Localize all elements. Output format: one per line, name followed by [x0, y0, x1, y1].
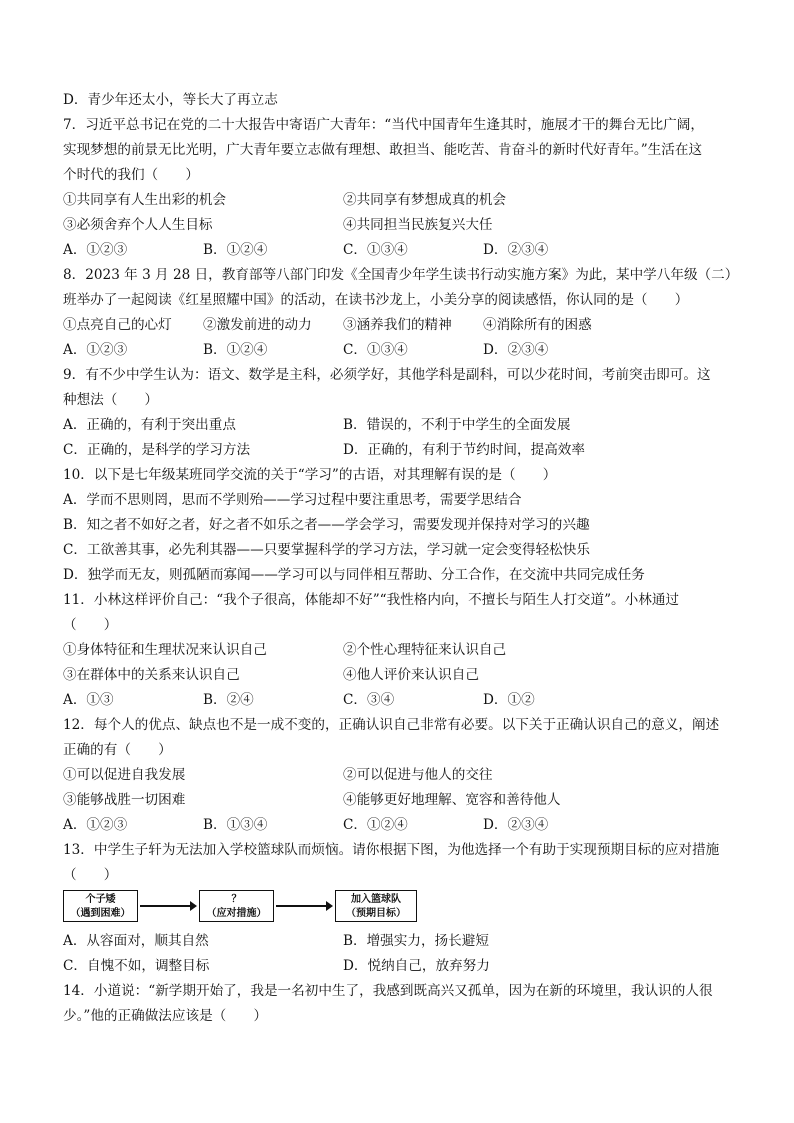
q9-stem-line1: 9．有不少中学生认为：语文、数学是主科，必须学好，其他学科是副科，可以少花时间，考前突击即可。这: [63, 367, 711, 383]
q7-option-d: D．②③④: [483, 242, 549, 258]
q7-statement-1: ①共同享有人生出彩的机会: [63, 192, 227, 208]
q11-stem-line2: （ ）: [63, 617, 118, 633]
q10-option-b: B．知之者不如好之者，好之者不如乐之者——学会学习，需要发现并保持对学习的兴趣: [63, 517, 590, 533]
q9-option-d: D．正确的，有利于节约时间，提高效率: [343, 442, 585, 458]
q8-option-b: B．①②④: [203, 342, 268, 358]
q8-statement-3: ③涵养我们的精神: [343, 317, 452, 333]
q11-option-b: B．②④: [203, 692, 254, 708]
q7-option-a: A．①②③: [63, 242, 128, 258]
q13-stem-line2: （ ）: [63, 867, 118, 883]
q8-stem-line1: 8．2023 年 3 月 28 日，教育部等八部门印发《全国青少年学生读书行动实施方案》为此，某中学八年级（二）: [63, 267, 739, 283]
q12-statement-3: ③能够战胜一切困难: [63, 792, 186, 808]
q8-stem-line2: 班举办了一起阅读《红星照耀中国》的活动，在读书沙龙上，小美分享的阅读感悟，你认同的是（ ）: [63, 292, 689, 308]
flow-box-difficulty: [63, 890, 138, 922]
q10-stem: 10．以下是七年级某班同学交流的关于“学习”的古语，对其理解有误的是（ ）: [63, 467, 557, 483]
q12-option-d: D．②③④: [483, 817, 549, 833]
q11-statement-4: ④他人评价来认识自己: [343, 667, 479, 683]
q12-statement-1: ①可以促进自我发展: [63, 767, 186, 783]
q8-option-a: A．①②③: [63, 342, 128, 358]
q10-option-c: C．工欲善其事，必先利其器——只要掌握科学的学习方法，学习就一定会变得轻松快乐: [63, 542, 590, 558]
q9-stem-line2: 种想法（ ）: [63, 392, 159, 408]
q11-statement-1: ①身体特征和生理状况来认识自己: [63, 642, 267, 658]
q13-stem-line1: 13．中学生子轩为无法加入学校篮球队而烦恼。请你根据下图，为他选择一个有助于实现预期目标的应对措施: [63, 842, 720, 858]
q11-statement-3: ③在群体中的关系来认识自己: [63, 667, 240, 683]
flow-arrow-1: [140, 905, 195, 907]
q8-statement-4: ④消除所有的困惑: [483, 317, 592, 333]
q9-option-a: A．正确的，有利于突出重点: [63, 417, 236, 433]
q13-option-d: D．悦纳自己，放弃努力: [343, 958, 490, 974]
q7-option-c: C．①③④: [343, 242, 408, 258]
q13-option-a: A．从容面对，顺其自然: [63, 933, 209, 949]
q14-stem-line2: 少。”他的正确做法应该是（ ）: [63, 1008, 268, 1024]
q14-stem-line1: 14．小道说：“新学期开始了，我是一名初中生了，我感到既高兴又孤单，因为在新的环境里，我认识的人很: [63, 983, 713, 999]
q12-stem-line1: 12．每个人的优点、缺点也不是一成不变的，正确认识自己非常有必要。以下关于正确认识自己的意义，阐述: [63, 717, 720, 733]
q12-option-c: C．①②④: [343, 817, 408, 833]
q13-flow-diagram: [63, 890, 423, 926]
q7-stem-line2: 实现梦想的前景无比光明，广大青年要立志做有理想、敢担当、能吃苦、肯奋斗的新时代好青年。”生活在这: [63, 142, 703, 158]
q7-stem-line3: 个时代的我们（ ）: [63, 167, 199, 183]
q8-option-d: D．②③④: [483, 342, 549, 358]
q11-statement-2: ②个性心理特征来认识自己: [343, 642, 507, 658]
flow-box-difficulty-title: 个子矮: [85, 894, 116, 905]
q11-option-a: A．①③: [63, 692, 114, 708]
q12-option-a: A．①②③: [63, 817, 128, 833]
q7-stem-line1: 7．习近平总书记在党的二十大报告中寄语广大青年：“当代中国青年生逢其时，施展才干的舞台无比广阔，: [63, 117, 704, 133]
q11-option-d: D．①②: [483, 692, 535, 708]
q11-option-c: C．③④: [343, 692, 395, 708]
q7-statement-4: ④共同担当民族复兴大任: [343, 217, 493, 233]
q10-option-a: A．学而不思则罔，思而不学则殆——学习过程中要注重思考，需要学思结合: [63, 492, 522, 508]
q6-option-d: D．青少年还太小，等长大了再立志: [63, 92, 278, 108]
flow-box-difficulty-caption: （遇到困难）: [70, 908, 131, 919]
q10-option-d: D．独学而无友，则孤陋而寡闻——学习可以与同伴相互帮助、分工合作，在交流中共同完成任务: [63, 567, 645, 583]
q9-option-c: C．正确的，是科学的学习方法: [63, 442, 251, 458]
flow-box-goal-caption: （预期目标）: [346, 908, 406, 919]
q13-option-c: C．自愧不如，调整目标: [63, 958, 210, 974]
q9-option-b: B．错误的，不利于中学生的全面发展: [343, 417, 571, 433]
q8-statement-1: ①点亮自己的心灯: [63, 317, 172, 333]
flow-box-measure-title: ？: [231, 894, 242, 905]
q7-statement-2: ②共同享有梦想成真的机会: [343, 192, 507, 208]
q8-option-c: C．①③④: [343, 342, 408, 358]
q7-statement-3: ③必须舍弃个人人生目标: [63, 217, 213, 233]
flow-arrow-2: [276, 905, 331, 907]
q12-statement-2: ②可以促进与他人的交往: [343, 767, 493, 783]
flow-box-measure-caption: （应对措施）: [206, 908, 267, 919]
q12-stem-line2: 正确的有（ ）: [63, 742, 172, 758]
q13-option-b: B．增强实力，扬长避短: [343, 933, 489, 949]
q7-option-b: B．①②④: [203, 242, 268, 258]
q8-statement-2: ②激发前进的动力: [203, 317, 312, 333]
flow-box-measure: [199, 890, 274, 922]
q12-statement-4: ④能够更好地理解、宽容和善待他人: [343, 792, 561, 808]
flow-box-goal-title: 加入篮球队: [351, 894, 401, 905]
q12-option-b: B．①③④: [203, 817, 268, 833]
q11-stem-line1: 11．小林这样评价自己：“我个子很高，体能却不好”“我性格内向，不擅长与陌生人打交道”。小林通过: [63, 592, 680, 608]
flow-box-goal: [335, 890, 417, 922]
